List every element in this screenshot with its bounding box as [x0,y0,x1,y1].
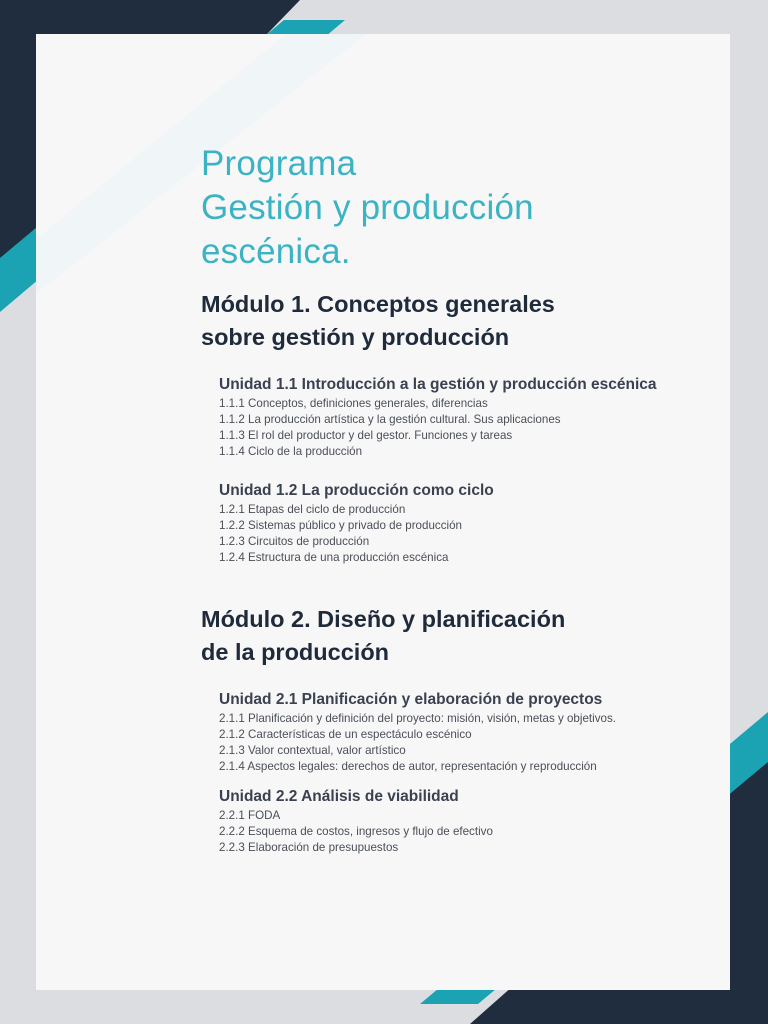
document-page [36,34,730,990]
unit-2-1 [219,689,694,775]
unit-title: Unidad 2.2 Análisis de viabilidad [219,788,459,805]
list-item: 1.2.1 Etapas del ciclo de producción [219,503,406,516]
program-title [201,142,694,274]
list-item: 1.2.3 Circuitos de producción [219,535,370,548]
list-item: 2.1.2 Características de un espectáculo escénico [219,728,472,741]
unit-1-2 [219,480,694,566]
title-line-2: Gestión y producción [201,188,534,227]
unit-2-2 [219,786,694,856]
module-1-title [201,288,694,354]
module-1-title-line-2: sobre gestión y producción [201,324,510,350]
list-item: 1.1.4 Ciclo de la producción [219,445,363,458]
list-item: 1.1.1 Conceptos, definiciones generales, diferencias [219,397,488,410]
list-item: 2.2.3 Elaboración de presupuestos [219,841,399,854]
title-line-1: Programa [201,144,357,183]
list-item: 2.1.3 Valor contextual, valor artístico [219,744,406,757]
list-item: 2.2.1 FODA [219,809,281,822]
module-1-title-line-1: Módulo 1. Conceptos generales [201,291,555,317]
module-2-title [201,603,694,669]
title-line-3: escénica. [201,232,351,271]
module-2-title-line-2: de la producción [201,639,390,665]
list-item: 1.1.3 El rol del productor y del gestor. Funciones y tareas [219,429,513,442]
module-2-title-line-1: Módulo 2. Diseño y planificación [201,606,566,632]
list-item: 1.2.4 Estructura de una producción escénica [219,551,449,564]
unit-title: Unidad 2.1 Planificación y elaboración de proyectos [219,691,603,708]
unit-title: Unidad 1.2 La producción como ciclo [219,482,494,499]
list-item: 2.2.2 Esquema de costos, ingresos y flujo de efectivo [219,825,493,838]
unit-1-1 [219,374,694,460]
list-item: 2.1.1 Planificación y definición del proyecto: misión, visión, metas y objetivos. [219,712,616,725]
list-item: 2.1.4 Aspectos legales: derechos de autor, representación y reproducción [219,760,597,773]
list-item: 1.2.2 Sistemas público y privado de producción [219,519,462,532]
program-content [201,142,694,856]
unit-title: Unidad 1.1 Introducción a la gestión y producción escénica [219,376,657,393]
list-item: 1.1.2 La producción artística y la gestión cultural. Sus aplicaciones [219,413,561,426]
